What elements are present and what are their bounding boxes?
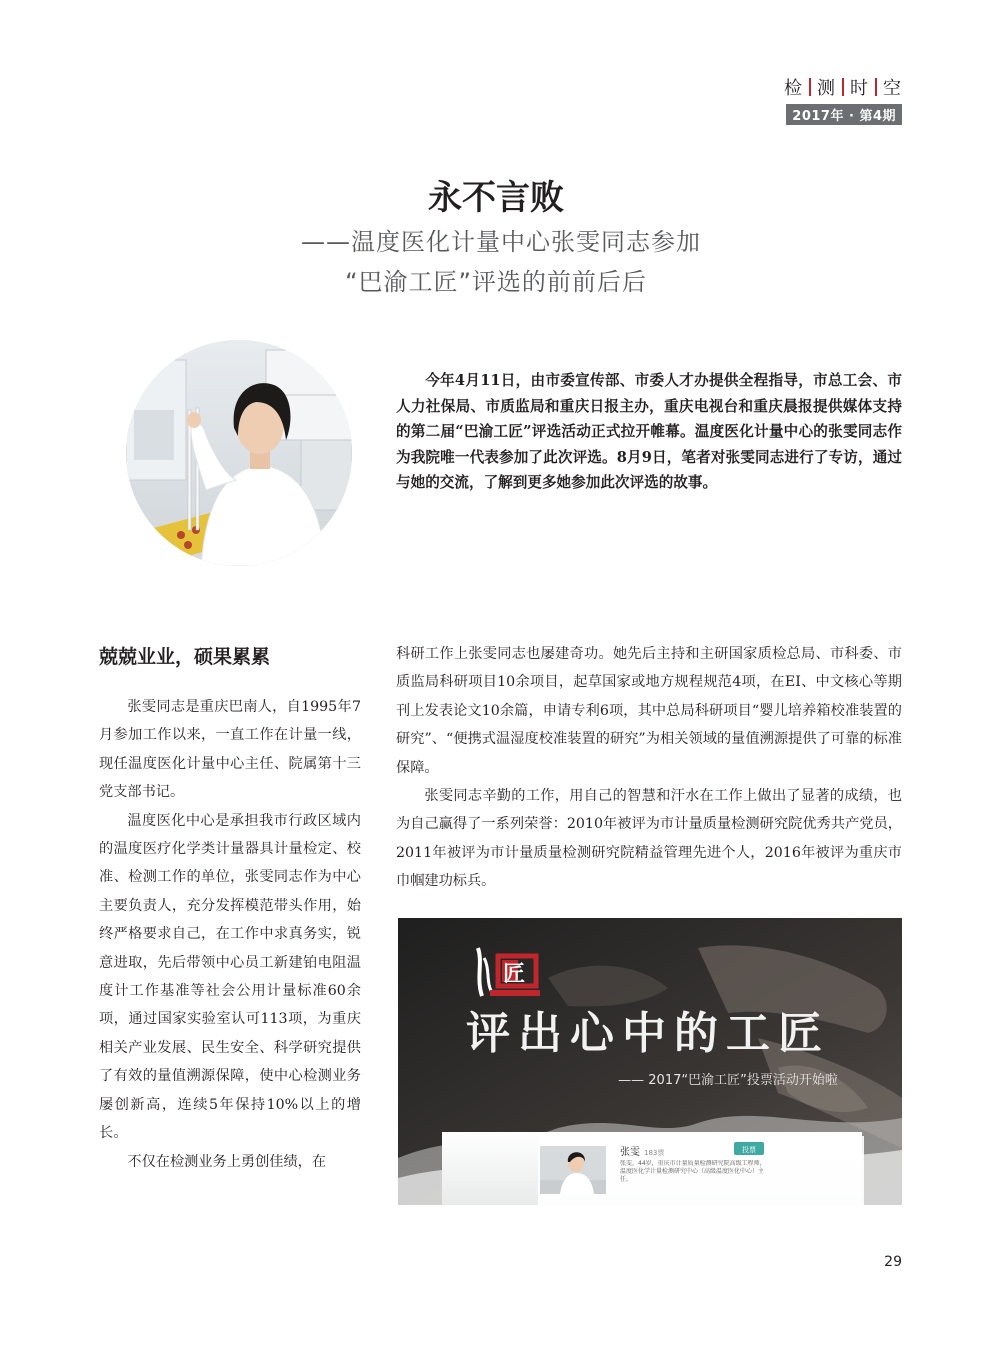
campaign-banner — [398, 918, 902, 1205]
card-name: 张雯 — [620, 1147, 640, 1158]
intro-paragraph: 今年4月11日，由市委宣传部、市委人才办提供全程指导，市总工会、市人力社保局、市质监局和重庆日报主办，重庆电视台和重庆晨报提供媒体支持的第二届“巴渝工匠”评选活动正式拉开帷幕。温度医化计量中心的张雯同志作为我院唯一代表参加了此次评选。8月9日，笔者对张雯同志进行了专访，通过与她的交流，了解到更多她参加此次评选的故事。 — [396, 372, 902, 491]
portrait-photo — [126, 340, 352, 566]
logo-glyph: 匠 — [502, 961, 526, 987]
column-header — [762, 74, 902, 125]
portrait-illustration — [126, 340, 352, 566]
column-char: 检 — [784, 78, 803, 99]
body-paragraph: 温度医化中心是承担我市行政区域内的温度医疗化学类计量器具计量检定、校准、检测工作的单位，张雯同志作为中心主要负责人，充分发挥模范带头作用，始终严格要求自己，在工作中求真务实，锐意进取，先后带领中心员工新建铂电阻温度计工作基准等社会公用计量标准60余项，通过国家实验室认可113项，为重庆相关产业发展、民生安全、科学研究提供了有效的量值溯源保障，使中心检测业务屡创新高，连续5年保持10%以上的增长。 — [99, 812, 361, 1142]
article-subtitle-line2: “巴渝工匠”评选的前前后后 — [345, 268, 647, 296]
vote-button-label: 投票 — [742, 1146, 756, 1154]
body-paragraph: 不仅在检测业务上勇创佳绩，在 — [127, 1153, 327, 1170]
column-char: 空 — [883, 78, 902, 99]
campaign-banner-graphic — [398, 918, 902, 1205]
card-description: 张雯，44岁，重庆市计量质量检测研究院高级工程师，温度医化学计量检测研究中心（高级温度医化中心）主任。 — [620, 1160, 766, 1183]
body-paragraph: 科研工作上张雯同志也屡建奇功。她先后主持和主研国家质检总局、市科委、市质监局科研项目10余项目，起草国家或地方规程规范4项，在EI、中文核心等期刊上发表论文10余篇，申请专利6项，其中总局科研项目“婴儿培养箱校准装置的研究”、“便携式温湿度校准装置的研究”为相关领域的量值溯源提供了可靠的标准保障。 — [396, 646, 902, 776]
column-char: 测 — [817, 78, 836, 99]
body-column-right — [396, 640, 902, 896]
column-char: 时 — [850, 78, 869, 99]
card-votes: 183票 — [644, 1149, 665, 1157]
body-column-left — [99, 693, 361, 1176]
article-title: 永不言败 — [428, 178, 564, 218]
campaign-subline: —— 2017“巴渝工匠”投票活动开始啦 — [618, 1073, 838, 1088]
campaign-slogan: 评出心中的工匠 — [466, 1008, 830, 1059]
body-paragraph: 张雯同志是重庆巴南人，自1995年7月参加工作以来，一直工作在计量一线，现任温度医化计量中心主任、院属第十三党支部书记。 — [99, 699, 361, 801]
page-number: 29 — [884, 1254, 902, 1270]
section-heading: 兢兢业业，硕果累累 — [99, 646, 271, 668]
body-paragraph: 张雯同志辛勤的工作，用自己的智慧和汗水在工作上做出了显著的成绩，也为自己赢得了一系列荣誉：2010年被评为市计量质量检测研究院优秀共产党员，2011年被评为市计量质量检测研究院精益管理先进个人，2016年被评为重庆市巾帼建功标兵。 — [396, 788, 902, 890]
column-name — [762, 74, 902, 100]
article-subtitle-line1: ——温度医化计量中心张雯同志参加 — [301, 228, 701, 256]
issue-badge: 2017年 · 第4期 — [786, 104, 902, 125]
